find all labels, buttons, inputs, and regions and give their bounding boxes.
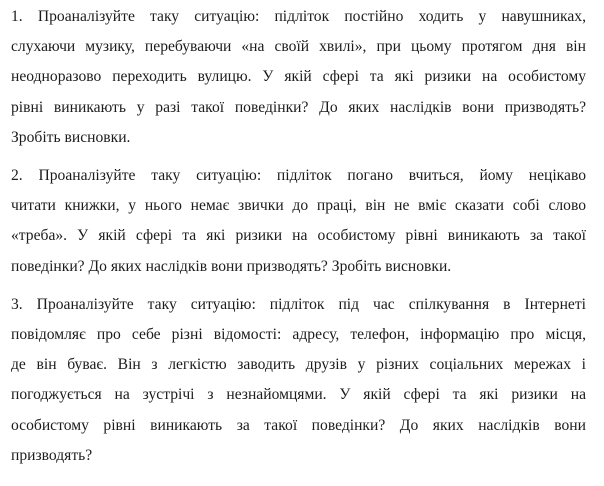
task-1-line-1: 1. Проаналізуйте таку ситуацію: підліток постійно ходить у навушниках, bbox=[11, 8, 586, 25]
task-3-line-4: погоджується на зустрічі з незнайомцями. У якій сфері та які ризики на bbox=[11, 386, 586, 404]
task-2-line-3: «треба». У якій сфері та які ризики на особистому рівні виникають за такої bbox=[11, 227, 586, 245]
task-3-line-6: призводять? bbox=[11, 446, 93, 464]
task-1-line-4: рівні виникають у разі такої поведінки? До яких наслідків вони призводять? bbox=[11, 98, 586, 116]
task-2-line-2: читати книжки, у нього немає звички до праці, він не вміє сказати собі слово bbox=[11, 197, 586, 215]
task-3-line-3: де він буває. Він з легкістю заводить друзів у різних соціальних мережах і bbox=[11, 356, 586, 374]
task-1-line-5: Зробіть висновки. bbox=[11, 128, 131, 146]
task-3-line-1: 3. Проаналізуйте таку ситуацію: підліток під час спілкування в Інтернеті bbox=[11, 295, 586, 313]
task-3 bbox=[11, 290, 586, 471]
task-3-line-5: особистому рівні виникають за такої поведінки? До яких наслідків вони bbox=[11, 416, 586, 434]
task-2-line-1: 2. Проаналізуйте таку ситуацію: підліток погано вчиться, йому нецікаво bbox=[11, 167, 586, 185]
task-2 bbox=[11, 161, 586, 282]
task-1-line-2: слухаючи музику, перебуваючи «на своїй хвилі», при цьому протягом дня він bbox=[11, 38, 586, 56]
task-2-line-4: поведінки? До яких наслідків вони призводять? Зробіть висновки. bbox=[11, 257, 452, 275]
task-3-line-2: повідомляє про себе різні відомості: адресу, телефон, інформацію про місця, bbox=[11, 326, 586, 344]
task-1-line-3: неодноразово переходить вулицю. У якій сфері та які ризики на особистому bbox=[11, 68, 586, 86]
task-1 bbox=[11, 2, 586, 153]
